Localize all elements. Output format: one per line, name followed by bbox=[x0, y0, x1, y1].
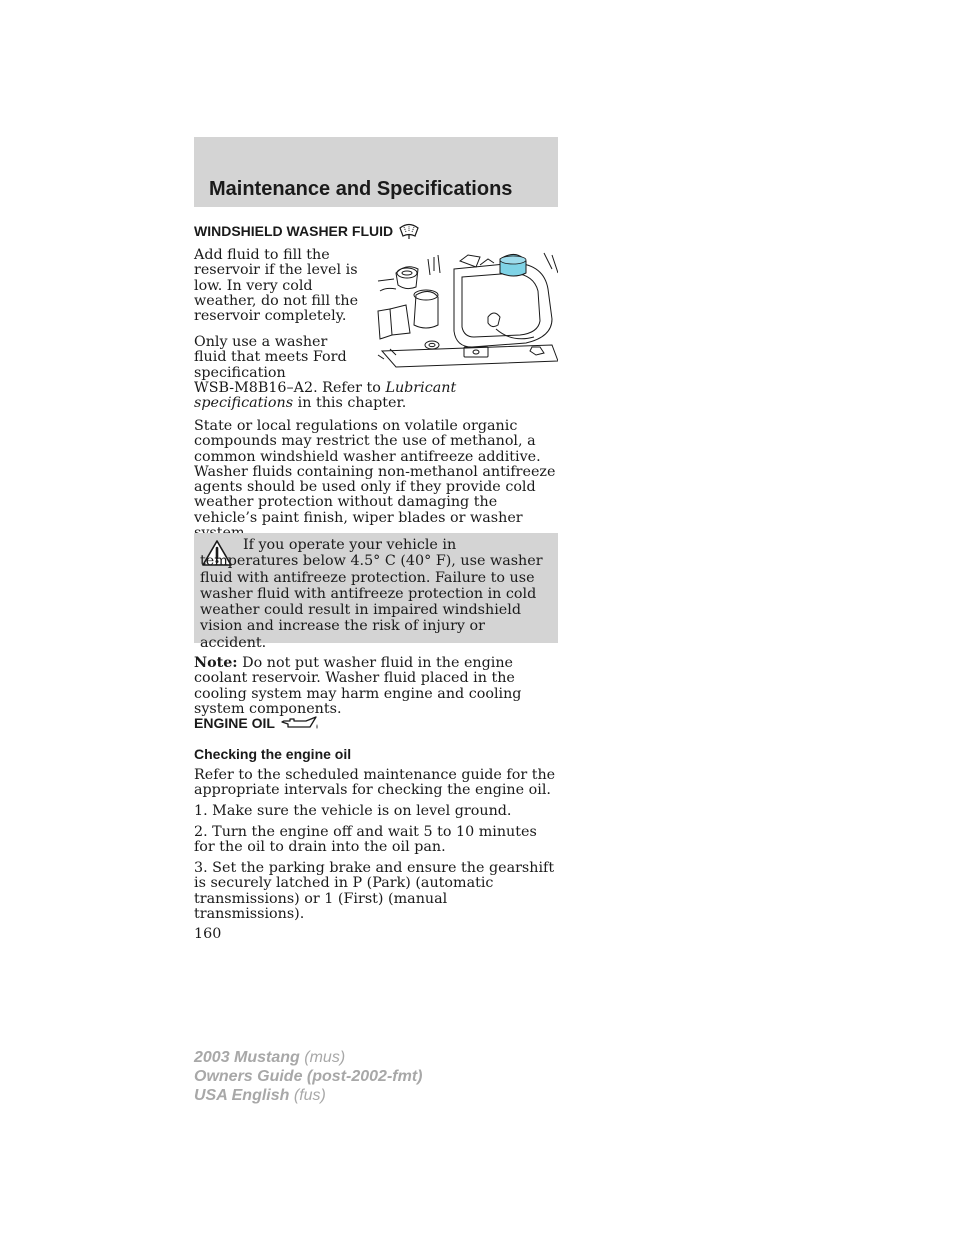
washer-para-2-end: in this chapter. bbox=[297, 395, 407, 412]
washer-para-2 bbox=[194, 335, 558, 411]
washer-para-2-start: Only use a washer fluid that meets Ford specification bbox=[194, 334, 347, 381]
footer-language-code: (fus) bbox=[293, 1087, 326, 1104]
footer-language: USA English bbox=[194, 1087, 290, 1104]
page-number: 160 bbox=[194, 926, 222, 942]
warning-text bbox=[200, 537, 550, 651]
warning-message: If you operate your vehicle in temperatures below 4.5° C (40° F), use washer fluid with antifreeze protection. Failure to use washer fluid with antifreeze protection in cold weather could result in impaired windshield vision and increase the risk of injury or accident. bbox=[200, 537, 543, 651]
washer-para-3: State or local regulations on volatile organic compounds may restrict the use of methanol, a common windshield washer antifreeze additive. Washer fluids containing non-methanol antifreeze agents should be used only if they provide cold weather protection without damaging the vehicle’s paint finish, wiper blades or washer bbox=[194, 418, 556, 526]
washer-para-1: Add fluid to fill the reservoir if the level is low. In very cold weather, do not fill the reservoir completely. bbox=[194, 247, 359, 325]
lubricant-specifications-reference: Lubricant specifications bbox=[194, 379, 457, 412]
section-header-band bbox=[194, 137, 558, 207]
washer-para-2-spec: WSB-M8B16–A2. Refer to bbox=[194, 379, 381, 396]
note-text: Do not put washer fluid in the engine coolant reservoir. Washer fluid placed in the cooling system may harm engine and cooling system components. bbox=[194, 655, 522, 717]
checking-oil-subheading: Checking the engine oil bbox=[194, 746, 352, 762]
section-title: Maintenance and Specifications bbox=[209, 178, 513, 200]
footer-line-3 bbox=[194, 1086, 422, 1105]
oil-step-3: 3. Set the parking brake and ensure the gearshift is securely latched in P (Park) (automatic transmissions) or 1 (First) (manual transmissions). bbox=[194, 860, 555, 922]
oil-step-2: 2. Turn the engine off and wait 5 to 10 minutes for the oil to drain into the oil pan. bbox=[194, 824, 537, 856]
footer-model: 2003 Mustang bbox=[194, 1049, 300, 1066]
footer-guide: Owners Guide (post-2002-fmt) bbox=[194, 1068, 423, 1085]
footer-line-1 bbox=[194, 1048, 422, 1067]
engine-oil-heading-text: ENGINE OIL bbox=[194, 715, 275, 731]
washer-note bbox=[194, 656, 558, 717]
washer-heading bbox=[194, 222, 420, 240]
oil-step-1: 1. Make sure the vehicle is on level ground. bbox=[194, 803, 512, 819]
warning-box bbox=[194, 533, 558, 651]
oil-para-1: Refer to the scheduled maintenance guide for the appropriate intervals for checking the engine oil. bbox=[194, 767, 556, 799]
engine-oil-heading bbox=[194, 715, 320, 731]
document-footer bbox=[194, 1048, 422, 1105]
washer-heading-text: WINDSHIELD WASHER FLUID bbox=[194, 223, 394, 239]
footer-line-2 bbox=[194, 1067, 422, 1086]
note-label: Note: bbox=[194, 655, 238, 671]
footer-model-code: (mus) bbox=[304, 1049, 346, 1066]
oil-can-icon bbox=[280, 715, 320, 731]
windshield-washer-icon bbox=[398, 222, 420, 240]
